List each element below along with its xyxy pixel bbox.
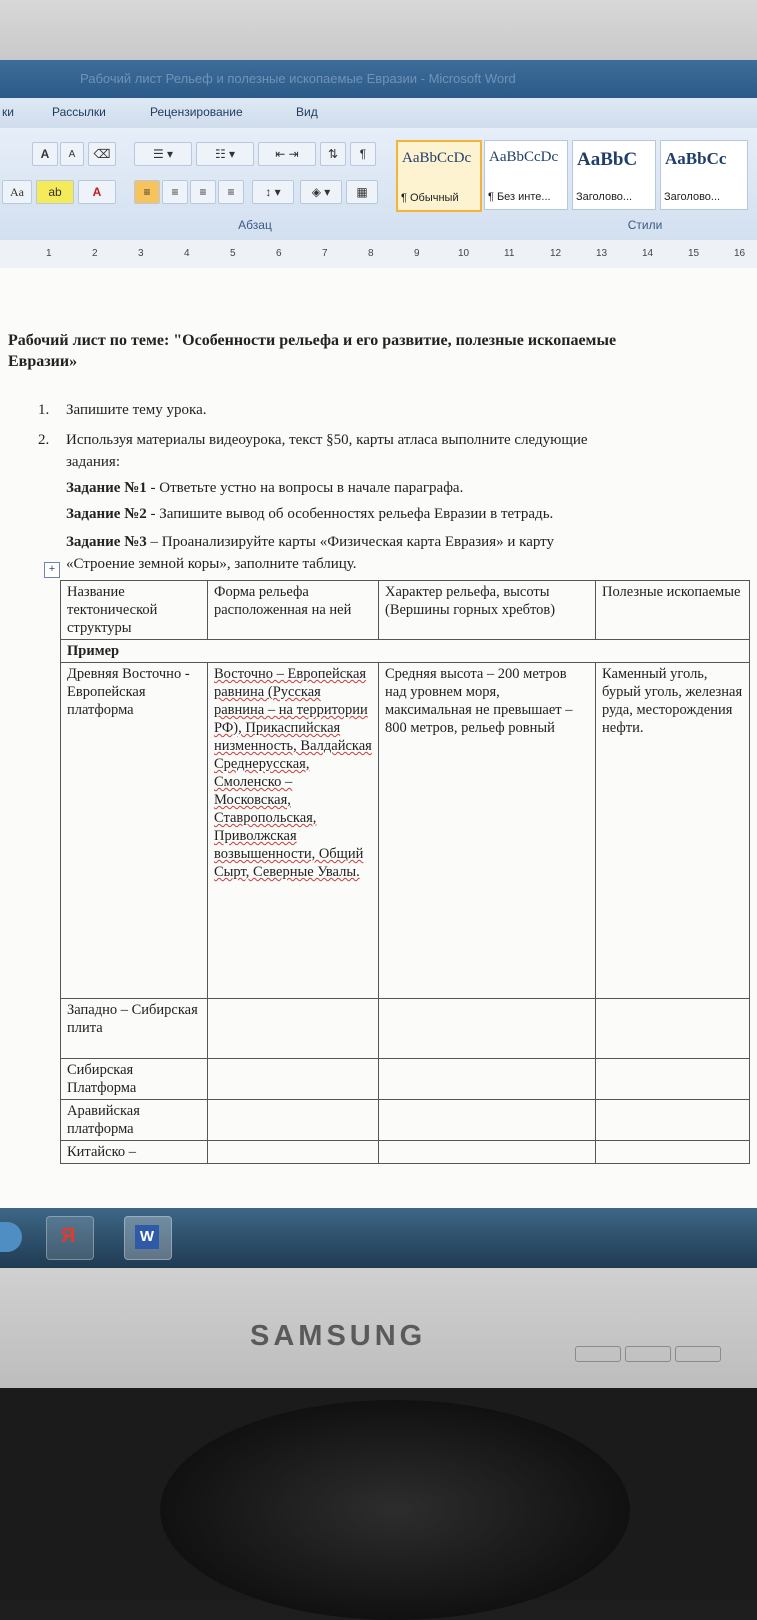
- word-icon: W: [135, 1225, 159, 1249]
- monitor-buttons: [575, 1346, 757, 1362]
- list-item-number: 2.: [38, 432, 50, 448]
- empty-cell[interactable]: [596, 1141, 750, 1164]
- example-minerals[interactable]: Каменный уголь, бурый уголь, железная руда, месторождения нефти.: [596, 663, 750, 999]
- table-row-example: [61, 663, 750, 999]
- task-label: Задание №2: [66, 506, 147, 522]
- task-3: [66, 532, 554, 553]
- table-row: [61, 1141, 750, 1164]
- monitor-brand-logo: SAMSUNG: [250, 1320, 427, 1352]
- style-no-spacing[interactable]: AaBbCcDc ¶ Без инте...: [484, 140, 568, 210]
- numbering-icon[interactable]: ☷ ▾: [196, 142, 254, 166]
- pilcrow-button[interactable]: ¶: [350, 142, 376, 166]
- ruler-mark: 1: [46, 248, 52, 259]
- styles-group-label: Стили: [627, 218, 663, 232]
- row-structure[interactable]: Западно – Сибирская плита: [61, 999, 208, 1059]
- task-text: - Ответьте устно на вопросы в начале параграфа.: [146, 480, 464, 496]
- example-relief[interactable]: Восточно – Европейская равнина (Русская равнина – на территории РФ), Прикаспийская низменность, Валдайская Среднерусская, Смоленско – Московская, Ставропольская, Приволжская возвышенности, Общий Сырт, Северные Увалы.: [208, 663, 379, 999]
- shading-icon[interactable]: ◈ ▾: [300, 180, 342, 204]
- yandex-icon: Я: [61, 1225, 76, 1247]
- style-heading-1[interactable]: AaBbC Заголово...: [572, 140, 656, 210]
- bullets-icon[interactable]: ☰ ▾: [134, 142, 192, 166]
- task-3-continuation: «Строение земной коры», заполните таблицу.: [66, 556, 357, 572]
- title-line-1: Рабочий лист по теме: "Особенности рельефа и его развитие, полезные ископаемые: [8, 332, 617, 349]
- tab-review[interactable]: Рецензирование: [150, 105, 243, 119]
- ruler-mark: 8: [368, 248, 374, 259]
- align-center-icon[interactable]: ≡: [162, 180, 188, 204]
- list-item-number: 1.: [38, 402, 50, 418]
- table-row: [61, 1059, 750, 1100]
- style-heading-2[interactable]: AaBbCc Заголово...: [660, 140, 748, 210]
- table-move-handle-icon[interactable]: +: [44, 562, 60, 578]
- font-color-button[interactable]: A: [78, 180, 116, 204]
- word-taskbar-button[interactable]: [124, 1216, 172, 1260]
- monitor-button-icon[interactable]: [575, 1346, 621, 1362]
- start-orb-icon[interactable]: [0, 1222, 22, 1252]
- data-table[interactable]: [60, 580, 750, 1164]
- justify-icon[interactable]: ≡: [218, 180, 244, 204]
- example-label[interactable]: Пример: [61, 640, 750, 663]
- task-label: Задание №3: [66, 534, 147, 550]
- empty-cell[interactable]: [379, 1100, 596, 1141]
- style-normal[interactable]: AaBbCcDc ¶ Обычный: [396, 140, 482, 212]
- ruler-mark: 3: [138, 248, 144, 259]
- monitor-stand: [160, 1400, 630, 1620]
- ruler-mark: 7: [322, 248, 328, 259]
- align-left-icon[interactable]: ≡: [134, 180, 160, 204]
- empty-cell[interactable]: [208, 1141, 379, 1164]
- table-row: [61, 1100, 750, 1141]
- task-1: [66, 478, 463, 499]
- monitor-button-icon[interactable]: [625, 1346, 671, 1362]
- ruler-mark: 13: [596, 248, 608, 259]
- empty-cell[interactable]: [379, 1141, 596, 1164]
- tab-mailings[interactable]: Рассылки: [52, 105, 106, 119]
- table-header-cell[interactable]: Форма рельефа расположенная на ней: [208, 581, 379, 640]
- table-row-example-label: [61, 640, 750, 663]
- example-structure[interactable]: Древняя Восточно - Европейская платформа: [61, 663, 208, 999]
- list-item: Запишите тему урока.: [66, 402, 207, 418]
- yandex-browser-button[interactable]: [46, 1216, 94, 1260]
- table-header-cell[interactable]: Характер рельефа, высоты (Вершины горных хребтов): [379, 581, 596, 640]
- empty-cell[interactable]: [379, 1059, 596, 1100]
- borders-icon[interactable]: ▦: [346, 180, 378, 204]
- ruler-mark: 11: [504, 248, 515, 259]
- indent-icon[interactable]: ⇤ ⇥: [258, 142, 316, 166]
- monitor-bezel-top: [0, 0, 757, 60]
- tab-view[interactable]: Вид: [296, 105, 318, 119]
- clear-format-icon[interactable]: ⌫: [88, 142, 116, 166]
- highlight-icon[interactable]: ab: [36, 180, 74, 204]
- empty-cell[interactable]: [596, 1100, 750, 1141]
- grow-font-button[interactable]: A: [32, 142, 58, 166]
- change-case-button[interactable]: Aa: [2, 180, 32, 204]
- list-item: Используя материалы видеоурока, текст §50, карты атласа выполните следующие: [66, 432, 588, 448]
- list-item-continuation: задания:: [66, 454, 120, 470]
- table-header-row: [61, 581, 750, 640]
- align-right-icon[interactable]: ≡: [190, 180, 216, 204]
- ruler-mark: 15: [688, 248, 700, 259]
- paragraph-group-label: Абзац: [238, 218, 272, 232]
- empty-cell[interactable]: [379, 999, 596, 1059]
- sort-icon[interactable]: ⇅: [320, 142, 346, 166]
- row-structure[interactable]: Сибирская Платформа: [61, 1059, 208, 1100]
- empty-cell[interactable]: [208, 1059, 379, 1100]
- empty-cell[interactable]: [208, 1100, 379, 1141]
- ribbon: [0, 128, 757, 241]
- task-text: - Запишите вывод об особенностях рельефа Евразии в тетрадь.: [146, 506, 554, 522]
- row-structure[interactable]: Аравийская платформа: [61, 1100, 208, 1141]
- window-titlebar: [0, 60, 757, 98]
- empty-cell[interactable]: [596, 999, 750, 1059]
- horizontal-ruler[interactable]: [0, 240, 757, 269]
- ruler-mark: 4: [184, 248, 190, 259]
- ruler-mark: 16: [734, 248, 746, 259]
- example-character[interactable]: Средняя высота – 200 метров над уровнем моря, максимальная не превышает – 800 метров, рельеф ровный: [379, 663, 596, 999]
- window-title: Рабочий лист Рельеф и полезные ископаемые Евразии - Microsoft Word: [80, 71, 516, 86]
- table-header-cell[interactable]: Полезные ископаемые: [596, 581, 750, 640]
- ruler-mark: 2: [92, 248, 98, 259]
- task-label: Задание №1: [66, 480, 147, 496]
- document-title: [8, 330, 753, 372]
- title-line-2: Евразии»: [8, 353, 78, 370]
- ruler-mark: 10: [458, 248, 470, 259]
- table-header-cell[interactable]: Название тектонической структуры: [61, 581, 208, 640]
- task-2: [66, 504, 553, 525]
- ruler-mark: 12: [550, 248, 562, 259]
- taskbar: [0, 1208, 757, 1268]
- row-structure[interactable]: Китайско –: [61, 1141, 208, 1164]
- empty-cell[interactable]: [596, 1059, 750, 1100]
- tab-partial[interactable]: ки: [2, 105, 14, 119]
- ruler-mark: 6: [276, 248, 282, 259]
- ruler-mark: 5: [230, 248, 236, 259]
- ribbon-tabs: [0, 98, 757, 128]
- ruler-mark: 9: [414, 248, 420, 259]
- monitor-button-icon[interactable]: [675, 1346, 721, 1362]
- ruler-mark: 14: [642, 248, 654, 259]
- empty-cell[interactable]: [208, 999, 379, 1059]
- line-spacing-icon[interactable]: ↕ ▾: [252, 180, 294, 204]
- table-row: [61, 999, 750, 1059]
- shrink-font-button[interactable]: A: [60, 142, 84, 166]
- task-text: – Проанализируйте карты «Физическая карта Евразия» и карту: [146, 534, 555, 550]
